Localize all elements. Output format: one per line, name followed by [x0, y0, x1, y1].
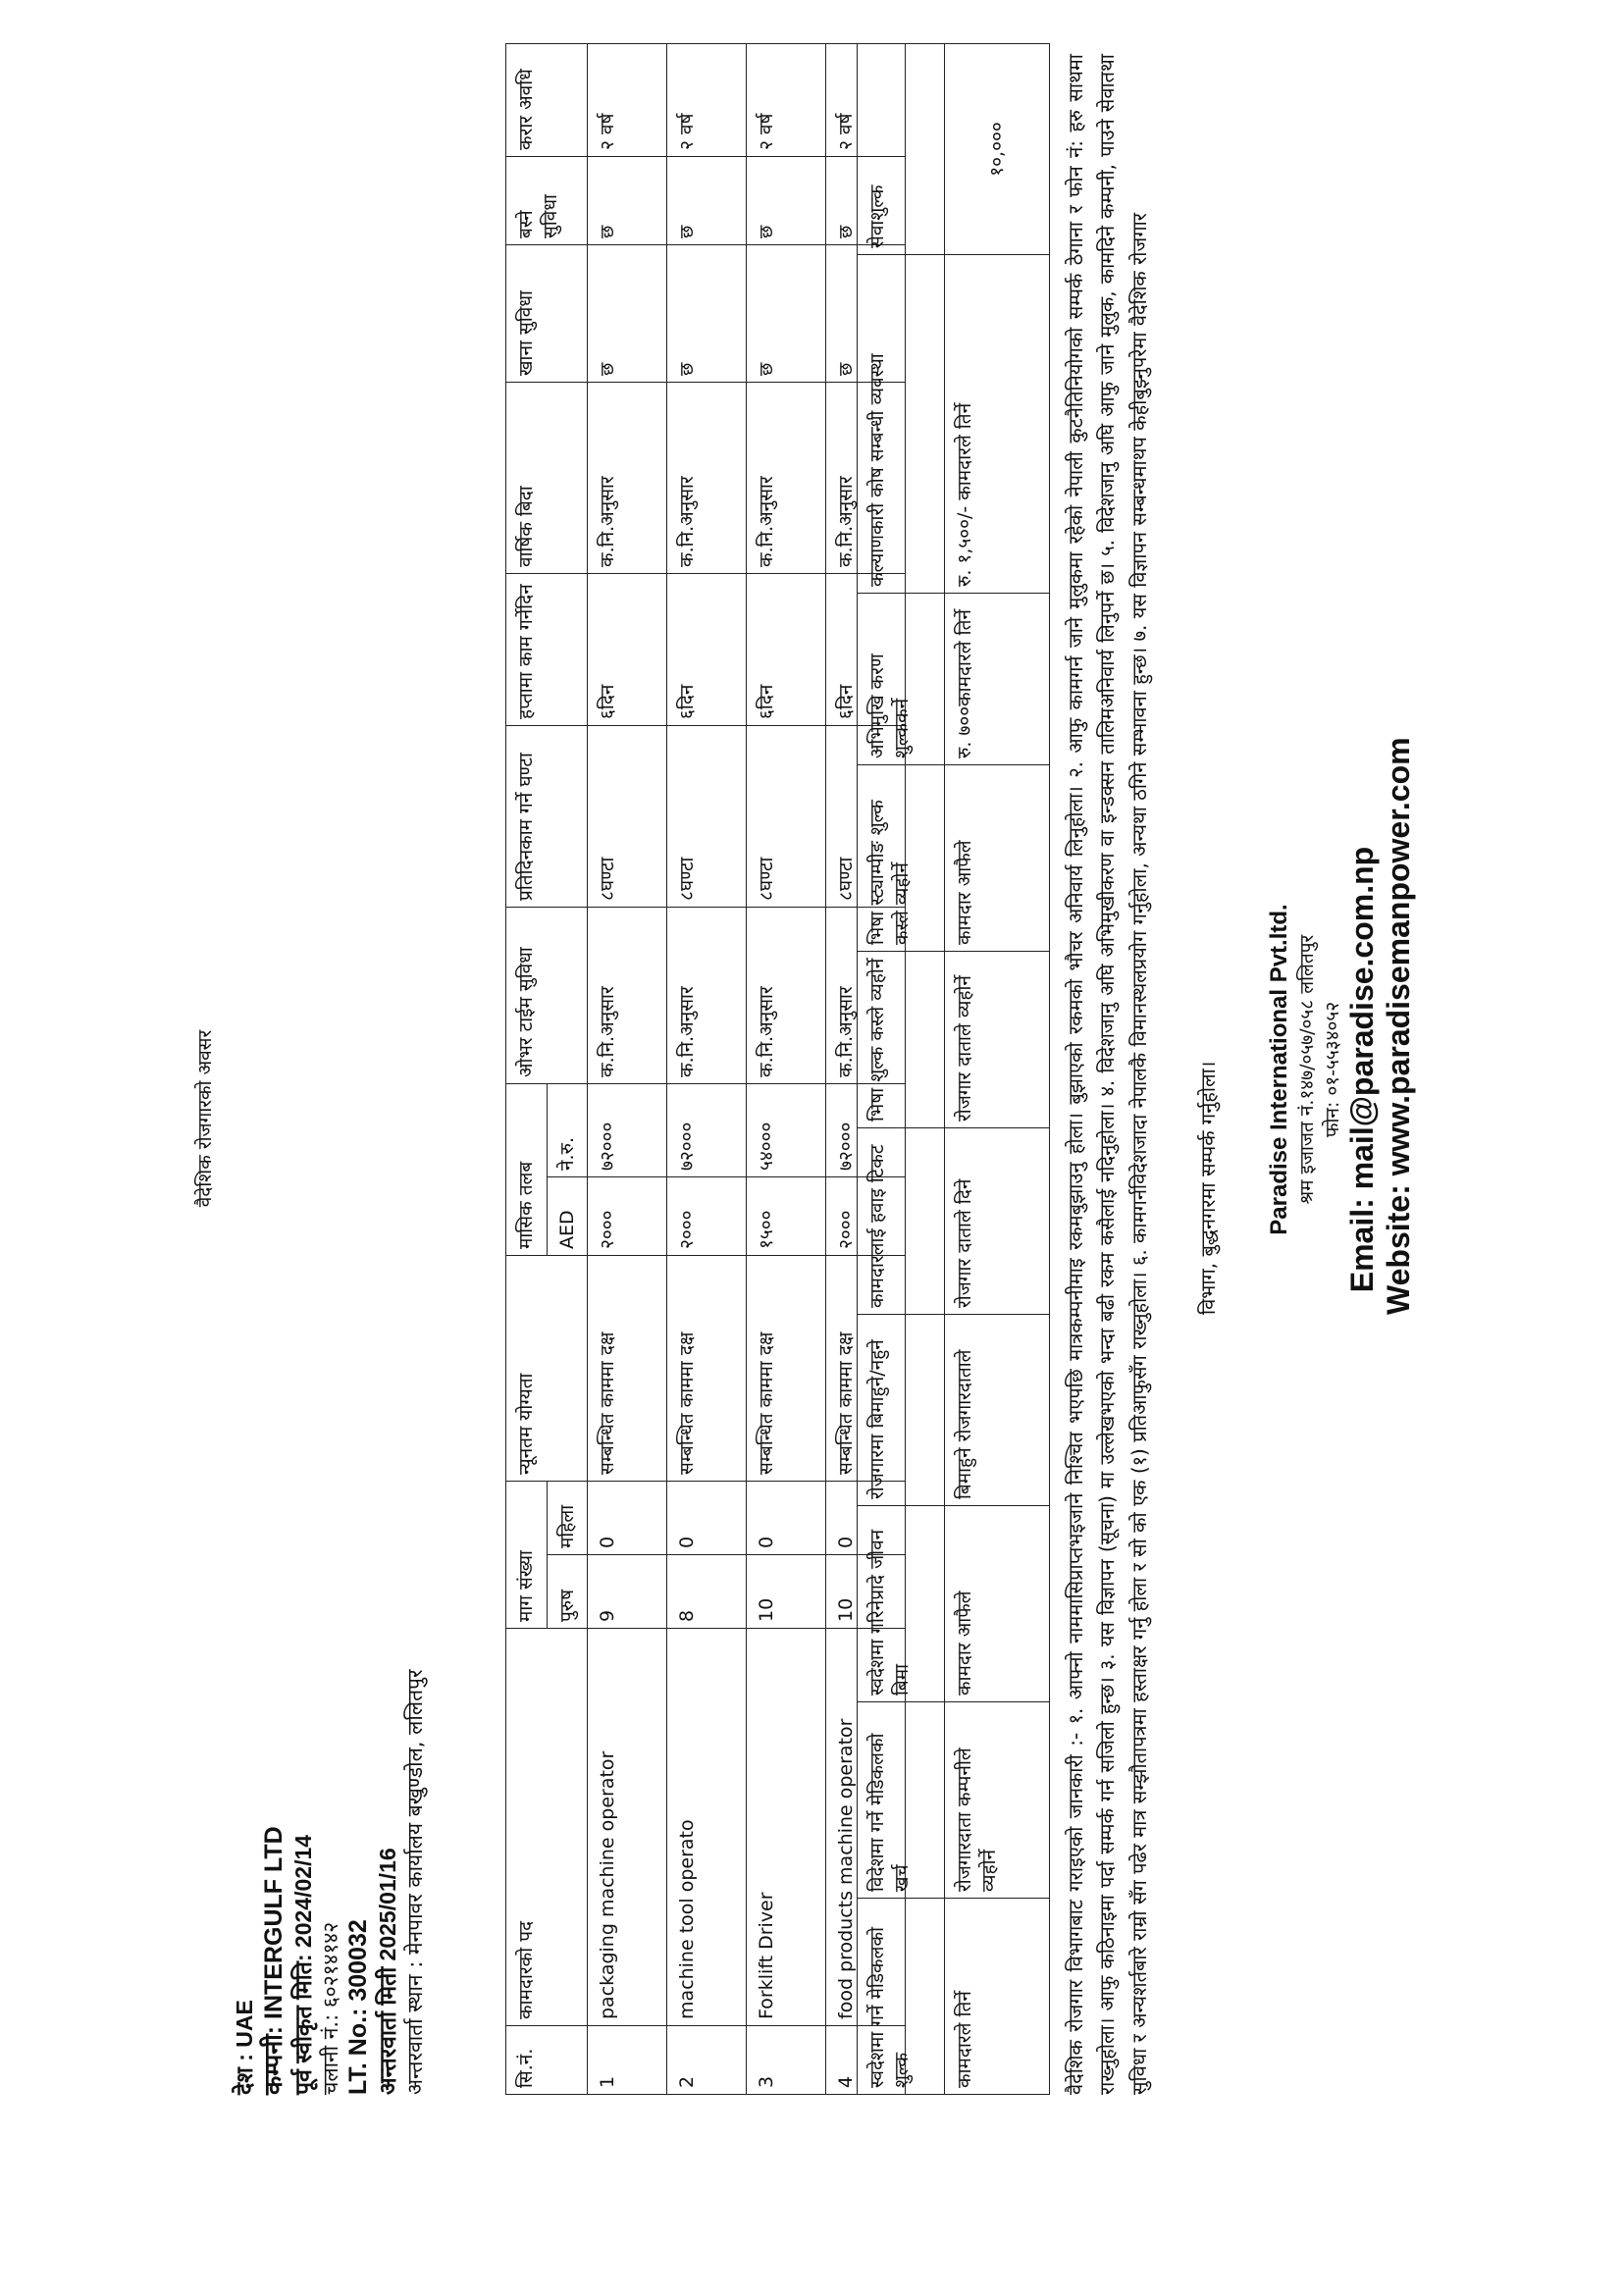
- cell-female: 0: [747, 1481, 826, 1554]
- company-name: कम्पनी: INTERGULF LTD: [259, 1826, 288, 2095]
- fee-service-charge: १०,०००: [945, 44, 1050, 255]
- fee-visa-fee: रोजगार दाताले व्यहोर्ने: [945, 952, 1050, 1128]
- cell-food: छ: [747, 244, 826, 382]
- fee-header-visa-fee: भिषा शुल्क कस्ले व्यहोर्ने: [858, 952, 945, 1128]
- agency-footer: [1266, 737, 1417, 1315]
- header-overtime: ओभर टाईम सुविधा: [506, 907, 588, 1083]
- cell-overtime: क.नि.अनुसार: [747, 907, 826, 1083]
- agency-phone: फोन: ०१-५५३४०५२: [1322, 1001, 1343, 1138]
- cell-hours: ८घण्टा: [588, 725, 667, 907]
- header-contract: करार अवधि: [506, 43, 588, 156]
- agency-email[interactable]: Email: mail@paradise.com.np: [1344, 846, 1380, 1293]
- cell-leave: क.नि.अनुसार: [667, 382, 747, 573]
- header-annual-leave: वार्षिक बिदा: [506, 382, 588, 573]
- website-label: Website:: [1381, 1184, 1416, 1315]
- cell-hours: ८घण्टा: [747, 725, 826, 907]
- agency-name: Paradise International Pvt.ltd.: [1266, 904, 1292, 1235]
- cell-overtime: क.नि.अनुसार: [667, 907, 747, 1083]
- pre-approval-date: पूर्व स्वीकृत मिति: 2024/02/14: [290, 1834, 316, 2095]
- cell-position: machine tool operato: [667, 1629, 747, 2026]
- cell-overtime: क.नि.अनुसार: [588, 907, 667, 1083]
- cell-male: 8: [667, 1555, 747, 1629]
- fee-visa-stamping: कामदार आफैले: [945, 765, 1050, 952]
- cell-days: ६दिन: [667, 573, 747, 725]
- cell-male: 9: [588, 1555, 667, 1629]
- cell-npr: ७२०००: [588, 1083, 667, 1176]
- header-weekly-days: हप्तामा काम गर्नेदिन: [506, 573, 588, 725]
- cell-qualification: सम्बन्धित काममा दक्ष: [588, 1255, 667, 1481]
- header-demand: माग संख्या: [506, 1481, 548, 1628]
- header-daily-hours: प्रतिदिनकाम गर्ने घण्टा: [506, 725, 588, 907]
- cell-accommodation: छ: [667, 156, 747, 244]
- cell-hours: ८घण्टा: [667, 725, 747, 907]
- cell-days: ६दिन: [588, 573, 667, 725]
- cell-contract: २ वर्ष: [588, 43, 667, 156]
- cell-contract: २ वर्ष: [826, 43, 906, 156]
- fees-header-row: [858, 44, 945, 2095]
- header-qualification: न्यूनतम योग्यता: [506, 1255, 588, 1481]
- cell-food: छ: [667, 244, 747, 382]
- cell-accommodation: छ: [747, 156, 826, 244]
- cell-position: packaging machine operator: [588, 1629, 667, 2026]
- fee-header-employment-insurance: रोजगारमा बिमाहुने/नहुने: [858, 1315, 945, 1506]
- cell-food: छ: [826, 244, 906, 382]
- agency-license: श्रम इजाजत नं.१४७/०५७/०५८ ललितपुर: [1296, 934, 1318, 1205]
- fee-header-orientation: अभिमुखि करण शुल्ककर्ने: [858, 594, 945, 765]
- cell-sn: 1: [588, 2026, 667, 2095]
- cell-sn: 3: [747, 2026, 826, 2095]
- cell-male: 10: [826, 1555, 906, 1629]
- fee-employment-insurance: बिमाहुने रोजगारदाताले: [945, 1315, 1050, 1506]
- fee-header-foreign-medical: विदेशमा गर्ने मेडिकलको खर्च: [858, 1702, 945, 1899]
- cell-aed: २०००: [826, 1176, 906, 1255]
- dispatch-number: चलानी नं.: ६०२१४१४२: [318, 1921, 342, 2095]
- cell-days: ६दिन: [747, 573, 826, 725]
- cell-food: छ: [588, 244, 667, 382]
- cell-aed: २०००: [667, 1176, 747, 1255]
- cell-leave: क.नि.अनुसार: [826, 382, 906, 573]
- cell-npr: ७२०००: [667, 1083, 747, 1176]
- table-row: [588, 43, 667, 2094]
- cell-female: 0: [667, 1481, 747, 1554]
- fee-air-ticket: रोजगार दाताले दिने: [945, 1128, 1050, 1315]
- department-notes: वैदेशिक रोजगार विभागबाट गराइएको जानकारी :- १. आफ्नो नाममासिप्राप्तभइजाने निश्चित भएपछि मात्रकम्पनीमाइ रकमबुझाउनु होला। बुझाएको रकमको भौचर अनिवार्य लिनुहोला। २. आफु कामगर्न जाने मुलुकमा रहेको नेपाली कुटनैतिनियोगको सम्पर्क ठेगाना र फोन नं: हरु साथमा राख्नुहोला। आफु कठिनाइमा पर्दा सम्पर्क गर्न सजिलो हुन्छ। ३. यस विज्ञापन (सूचना) मा उल्लेखभएको भन्दा बढी रकम कसैलाई नदिनुहोला। ४. विदेशजानु अघि अभिमुखीकरण वा इन्डक्सन तालिमअनिवार्य लिनुपर्ने छ। ५. विदेशजानु अघि आफु जाने मुलुक, कामदिने कम्पनी, पाउने सेवातथा सुविधा र अन्यशर्तबारे राम्रो सँग पढेर मात्र सम्झौतापत्रमा हस्ताक्षर गर्नु होला र सो को एक (१) प्रतिआफुसँग राख्नुहोला। ६. कामगर्नविदेशजादा नेपालकै विमानस्थलप्रयोग गर्नुहोला, अन्यथा ठगिने सम्भावना हुन्छ। ७. यस विज्ञापन सम्बन्धमाथप केहीबुझ्नुपरेमा वैदेशिक रोजगार: [1064, 54, 1151, 2095]
- agency-website: [1381, 737, 1417, 1315]
- cell-male: 10: [747, 1555, 826, 1629]
- header-female: महिला: [547, 1481, 588, 1554]
- fee-welfare-fund: रु. १,५००/- कामदारले तिर्ने: [945, 255, 1050, 594]
- cell-sn: 4: [826, 2026, 906, 2095]
- page-title: वैदेशिक रोजगारको अवसर: [194, 1029, 216, 1208]
- table-row: [667, 43, 747, 2094]
- cell-accommodation: छ: [826, 156, 906, 244]
- website-link[interactable]: www.paradisemanpower.com: [1381, 737, 1416, 1176]
- cell-female: 0: [826, 1481, 906, 1554]
- cell-position: Forklift Driver: [747, 1629, 826, 2026]
- cell-days: ६दिन: [826, 573, 906, 725]
- header-block: [231, 1669, 428, 2095]
- cell-position: food products machine operator: [826, 1629, 906, 2026]
- interview-place: अन्तरवार्ता स्थान : मेनपावर कार्यालय बखुण्डोल, ललितपुर: [403, 1669, 427, 2095]
- cell-sn: 2: [667, 2026, 747, 2095]
- fee-header-service-charge: सेवाशुल्क: [858, 44, 945, 255]
- cell-hours: ८घण्टा: [826, 725, 906, 907]
- header-aed: AED: [547, 1176, 588, 1255]
- header-male: पुरुष: [547, 1555, 588, 1629]
- cell-qualification: सम्बन्धित काममा दक्ष: [747, 1255, 826, 1481]
- table-header-row: [506, 43, 548, 2094]
- table-row: [747, 43, 826, 2094]
- header-sn: सि.नं.: [506, 2026, 588, 2095]
- header-npr: ने.रु.: [547, 1083, 588, 1176]
- lt-number: LT. No.: 300032: [344, 1919, 372, 2095]
- header-food: खाना सुविधा: [506, 244, 588, 382]
- department-notes-tail: विभाग, बुद्धनगरमा सम्पर्क गर्नुहोला।: [1196, 1061, 1220, 1315]
- cell-qualification: सम्बन्धित काममा दक्ष: [826, 1255, 906, 1481]
- fee-local-medical: कामदारले तिर्ने: [945, 1899, 1050, 2095]
- cell-female: 0: [588, 1481, 667, 1554]
- fees-table: [857, 43, 1050, 2095]
- interview-date: अन्तरवार्ता मिती 2025/01/16: [375, 1848, 401, 2095]
- header-accommodation: बस्ने सुविधा: [506, 156, 588, 244]
- cell-overtime: क.नि.अनुसार: [826, 907, 906, 1083]
- fee-header-welfare-fund: कल्याणकारी कोष सम्बन्धी व्यवस्था: [858, 255, 945, 594]
- country: देश : UAE: [232, 2000, 257, 2095]
- jobs-table: [505, 43, 906, 2095]
- cell-npr: ७२०००: [826, 1083, 906, 1176]
- fee-life-insurance: कामदार आफैले: [945, 1506, 1050, 1702]
- fee-foreign-medical: रोजगारदाता कम्पनीले व्यहोर्ने: [945, 1702, 1050, 1899]
- cell-leave: क.नि.अनुसार: [588, 382, 667, 573]
- cell-npr: ५४०००: [747, 1083, 826, 1176]
- header-salary: मासिक तलब: [506, 1083, 548, 1255]
- cell-qualification: सम्बन्धित काममा दक्ष: [667, 1255, 747, 1481]
- fee-header-local-medical: स्वदेशमा गर्ने मेडिकलको शुल्क: [858, 1899, 945, 2095]
- cell-accommodation: छ: [588, 156, 667, 244]
- cell-contract: २ वर्ष: [747, 43, 826, 156]
- cell-leave: क.नि.अनुसार: [747, 382, 826, 573]
- header-position: कामदारको पद: [506, 1629, 588, 2026]
- fees-value-row: [945, 44, 1050, 2095]
- fee-header-visa-stamping: भिषा स्ट्याम्पीङ शुल्क कस्ले व्यहोर्ने: [858, 765, 945, 952]
- cell-contract: २ वर्ष: [667, 43, 747, 156]
- fee-header-air-ticket: कामदारलाई हवाइ टिकट: [858, 1128, 945, 1315]
- fee-orientation: रु. ७००कामदारले तिर्ने: [945, 594, 1050, 765]
- fee-header-life-insurance: स्वदेशमा गरिनेप्रादे जीवन बिमा: [858, 1506, 945, 1702]
- cell-aed: २०००: [588, 1176, 667, 1255]
- cell-aed: १५००: [747, 1176, 826, 1255]
